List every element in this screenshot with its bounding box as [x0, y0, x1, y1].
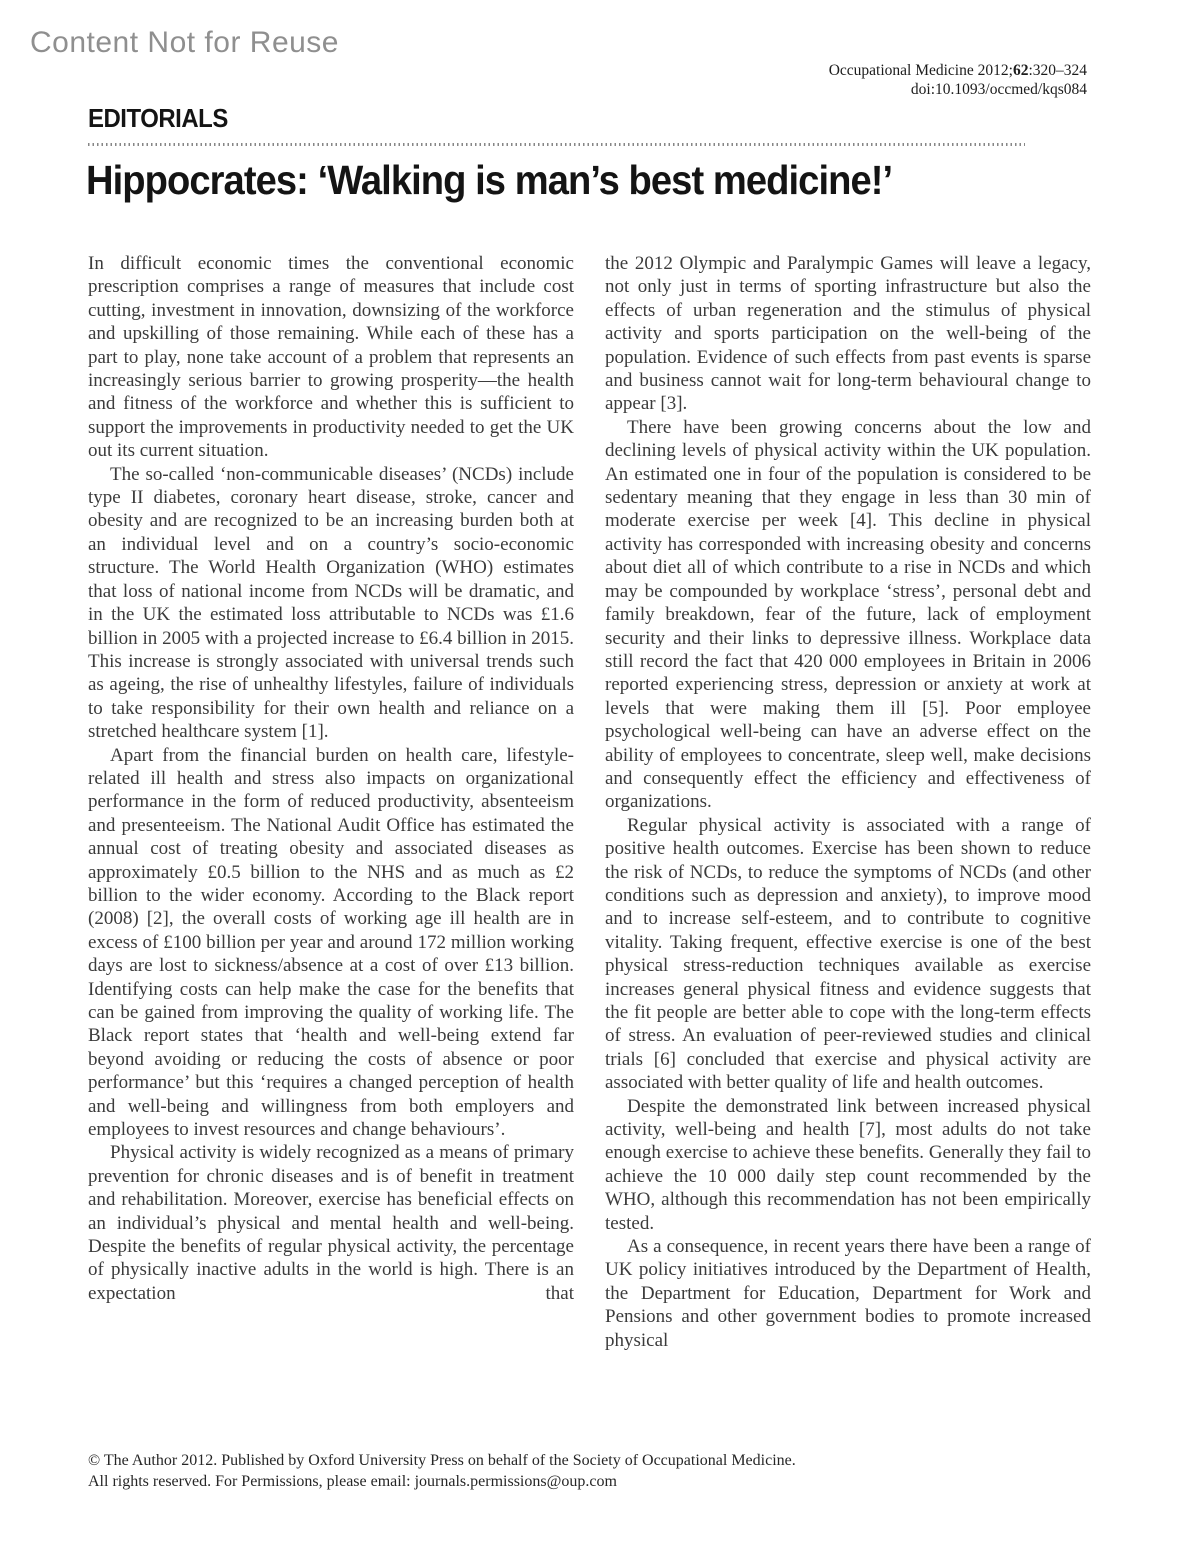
dotted-divider — [88, 143, 1025, 146]
paragraph: In difficult economic times the conventional economic prescription comprises a range of measures that include cost cutting, investment in innovation, downsizing of the workforce and upskilling of those remaining. While each of these has a part to play, none take account of a problem that represents an increasingly serious barrier to growing prosperity—the health and fitness of the workforce and whether this is sufficient to support the improvements in productivity needed to get the UK out its current situation. — [88, 253, 574, 462]
copyright-footnote — [88, 1450, 796, 1492]
right-column — [605, 252, 1091, 1352]
citation-pages: :320–324 — [1028, 62, 1087, 79]
citation-prefix: Occupational Medicine 2012; — [828, 62, 1013, 79]
copyright-line: © The Author 2012. Published by Oxford University Press on behalf of the Society of Occupational Medicine. — [88, 1452, 796, 1469]
paragraph: There have been growing concerns about the low and declining levels of physical activity within the UK population. An estimated one in four of the population is considered to be sedentary meaning that they engage in less than 30 min of moderate exercise per week [4]. This decline in physical activity has corresponded with increasing obesity and concerns about diet all of which contribute to a rise in NCDs and which may be compounded by workplace ‘stress’, personal debt and family breakdown, fear of the future, lack of employment security and their links to depressive illness. Workplace data still record the fact that 420 000 employees in Britain in 2006 reported experiencing stress, depression or anxiety at work at levels that were making them ill [5]. Poor employee psychological well-being can have an adverse effect on the ability of employees to concentrate, sleep well, make decisions and consequently effect the efficiency and effectiveness of organizations. — [605, 416, 1091, 813]
citation-volume: 62 — [1012, 62, 1029, 79]
left-column — [88, 252, 574, 1352]
watermark: Content Not for Reuse — [30, 26, 339, 59]
paragraph: Physical activity is widely recognized as a means of primary prevention for chronic diseases and is of benefit in treatment and rehabilitation. Moreover, exercise has beneficial effects on an individual’s physical and mental health and well-being. Despite the benefits of regular physical activity, the percentage of physically inactive adults in the world is high. There is an expectation that — [88, 1142, 574, 1304]
article-title: Hippocrates: ‘Walking is man’s best medicine!’ — [86, 157, 893, 203]
journal-citation — [829, 62, 1087, 99]
section-label: EDITORIALS — [88, 103, 228, 133]
paragraph: Despite the demonstrated link between increased physical activity, well-being and health [7], most adults do not take enough exercise to achieve these benefits. Generally they fail to achieve the 10 000 daily step count recommended by the WHO, although this recommendation has not been empirically tested. — [605, 1095, 1091, 1234]
permissions-line: All rights reserved. For Permissions, please email: journals.permissions@oup.com — [88, 1473, 617, 1490]
citation-line — [829, 62, 1087, 81]
doi: doi:10.1093/occmed/kqs084 — [910, 80, 1087, 98]
paragraph: The so-called ‘non-communicable diseases’ (NCDs) include type II diabetes, coronary heart disease, stroke, cancer and obesity and are recognized to be an increasing burden both at an individual level and on a country’s socio-economic structure. The World Health Organization (WHO) estimates that loss of national income from NCDs will be dramatic, and in the UK the estimated loss attributable to NCDs was £1.6 billion in 2005 with a projected increase to £6.4 billion in 2015. This increase is strongly associated with universal trends such as ageing, the rise of unhealthy lifestyles, failure of individuals to take responsibility for their own health and reliance on a stretched healthcare system [1]. — [88, 463, 574, 743]
paragraph: Regular physical activity is associated with a range of positive health outcomes. Exercise has been shown to reduce the risk of NCDs, to reduce the symptoms of NCDs (and other conditions such as depression and anxiety), to improve mood and to increase self-esteem, and to contribute to cognitive vitality. Taking frequent, effective exercise is one of the best physical stress-reduction techniques available as exercise increases general physical fitness and evidence suggests that the fit people are better able to cope with the long-term effects of stress. An evaluation of peer-reviewed studies and clinical trials [6] concluded that exercise and physical activity are associated with better quality of life and health outcomes. — [605, 814, 1091, 1094]
article-body — [88, 252, 1091, 1352]
paragraph: As a consequence, in recent years there have been a range of UK policy initiatives introduced by the Department of Health, the Department for Education, Department for Work and Pensions and other government bodies to promote increased physical — [605, 1236, 1091, 1351]
paragraph: Apart from the financial burden on health care, lifestyle-related ill health and stress also impacts on organizational performance in the form of reduced productivity, absenteeism and presenteeism. The National Audit Office has estimated the annual cost of treating obesity and associated diseases as approximately £0.5 billion to the NHS and as much as £2 billion to the wider economy. According to the Black report (2008) [2], the overall costs of working age ill health are in excess of £100 billion per year and around 172 million working days are lost to sickness/absence at a cost of over £13 billion. Identifying costs can help make the case for the benefits that can be gained from improving the quality of working life. The Black report states that ‘health and well-being extend far beyond avoiding or reducing the costs of absence or poor performance’ but this ‘requires a changed perception of health and well-being and willingness from both employers and employees to invest resources and change behaviours’. — [88, 744, 574, 1141]
paragraph: the 2012 Olympic and Paralympic Games will leave a legacy, not only just in terms of sporting infrastructure but also the effects of urban regeneration and the stimulus of physical activity and sports participation on the well-being of the population. Evidence of such effects from past events is sparse and business cannot wait for long-term behavioural change to appear [3]. — [605, 253, 1091, 415]
